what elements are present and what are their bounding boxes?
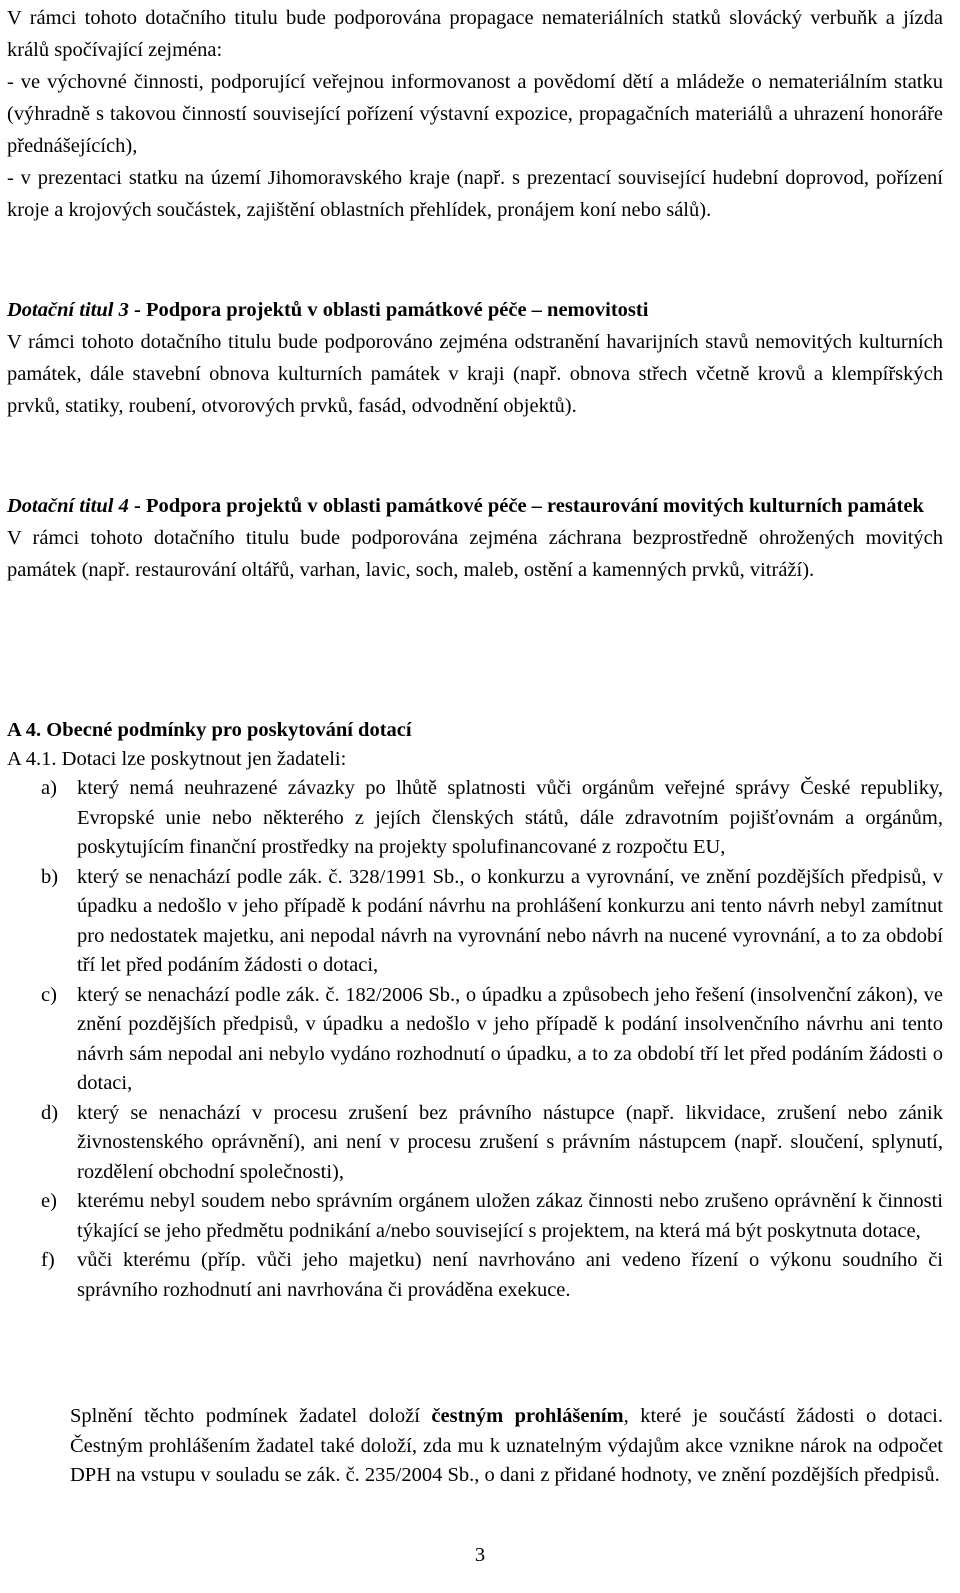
list-item-text: který nemá neuhrazené závazky po lhůtě splatnosti vůči orgánům veřejné správy České republiky, Evropské unie nebo některého z jejích členských států, dále zdravotním pojišťovnám a orgánům, poskytujícím finanční prostředky na projekty spolufinancované z rozpočtu EU, bbox=[77, 777, 943, 858]
list-item-label: b) bbox=[41, 865, 59, 888]
titul3-label: Dotační titul 3 bbox=[7, 299, 129, 321]
list-item bbox=[7, 774, 943, 863]
declaration-text-pre: Splnění těchto podmínek žadatel doloží bbox=[70, 1405, 432, 1427]
declaration-text-post: , které je součástí žádosti o dotaci. Čestným prohlášením žadatel také doloží, zda mu k uznatelným výdajům akce vznikne nárok na odpočet DPH na vstupu v souladu se zák. č. 235/2004 Sb., o dani z přidané hodnoty, ve znění pozdějších předpisů. bbox=[70, 1405, 943, 1486]
titul4-section bbox=[7, 490, 943, 586]
list-item-label: a) bbox=[41, 777, 57, 799]
list-item-text: který se nenachází v procesu zrušení bez právního nástupce (např. likvidace, zrušení nebo zánik živnostenského oprávnění), ani není v procesu zrušení s právním nástupcem (např. sloučení, splynutí, rozdělení obchodní společnosti), bbox=[77, 1101, 943, 1183]
list-item-label: c) bbox=[41, 983, 57, 1006]
list-item bbox=[7, 1187, 943, 1246]
page-number: 3 bbox=[474, 1544, 486, 1566]
titul4-title: - Podpora projektů v oblasti památkové péče – restaurování movitých kulturních památek bbox=[128, 495, 924, 517]
list-item-label: f) bbox=[41, 1249, 55, 1271]
conditions-list bbox=[7, 774, 943, 1305]
list-item-text: který se nenachází podle zák. č. 328/1991 Sb., o konkurzu a vyrovnání, ve znění pozdějších předpisů, v úpadku a nedošlo v jeho případě k podání návrhu na prohlášení konkurzu ani tento návrh nebyl zamítnut pro nedostatek majetku, ani nepodal návrh na vyrovnání nebo návrh na nucené vyrovnání, a to za období tří let před podáním žádosti o dotaci, bbox=[77, 865, 943, 976]
list-item-label: d) bbox=[41, 1101, 59, 1124]
intro-section bbox=[7, 2, 943, 226]
a4-intro: A 4.1. Dotaci lze poskytnout jen žadateli: bbox=[7, 748, 347, 770]
declaration-emphasis: čestným prohlášením bbox=[431, 1405, 624, 1427]
list-item-text: vůči kterému (příp. vůči jeho majetku) není navrhováno ani vedeno řízení o výkonu soudního či správního rozhodnutí ani navrhována či prováděna exekuce. bbox=[77, 1249, 943, 1301]
titul3-body: V rámci tohoto dotačního titulu bude podporováno zejména odstranění havarijních stavů nemovitých kulturních památek, dále stavební obnova kulturních památek v kraji (např. obnova střech včetně krovů a klempířských prvků, statiky, roubení, otvorových prvků, fasád, odvodnění objektů). bbox=[7, 331, 943, 417]
list-item bbox=[7, 1099, 943, 1188]
list-item-text: kterému nebyl soudem nebo správním orgánem uložen zákaz činnosti nebo zrušeno oprávnění k činnosti týkající se jeho předmětu podnikání a/nebo související s projektem, na která má být poskytnuta dotace, bbox=[77, 1190, 943, 1242]
list-item bbox=[7, 863, 943, 981]
declaration-paragraph bbox=[70, 1402, 943, 1491]
titul3-section bbox=[7, 294, 943, 422]
list-item bbox=[7, 981, 943, 1099]
titul3-heading bbox=[7, 294, 943, 326]
titul3-title: - Podpora projektů v oblasti památkové péče – nemovitosti bbox=[128, 299, 649, 321]
a4-heading-block bbox=[7, 716, 943, 774]
intro-bullet-presentation: - v prezentaci statku na území Jihomoravského kraje (např. s prezentací související hudební doprovod, pořízení kroje a krojových součástek, zajištění oblastních přehlídek, pronájem koní nebo sálů). bbox=[7, 167, 943, 221]
list-item bbox=[7, 1246, 943, 1305]
titul4-label: Dotační titul 4 bbox=[7, 495, 129, 517]
list-item-text: který se nenachází podle zák. č. 182/2006 Sb., o úpadku a způsobech jeho řešení (insolvenční zákon), ve znění pozdějších předpisů, v úpadku a nedošlo v jeho případě k podání insolvenčního návrhu ani tento návrh sám nepodal ani nebylo vydáno rozhodnutí o úpadku, a to za období tří let před podáním žádosti o dotaci, bbox=[77, 983, 943, 1094]
titul4-heading bbox=[7, 490, 943, 522]
intro-paragraph: V rámci tohoto dotačního titulu bude podporována propagace nemateriálních statků slovácký verbuňk a jízda králů spočívající zejména: bbox=[7, 7, 943, 61]
a4-heading: A 4. Obecné podmínky pro poskytování dotací bbox=[7, 719, 412, 741]
titul4-body: V rámci tohoto dotačního titulu bude podporována zejména záchrana bezprostředně ohrožených movitých památek (např. restaurování oltářů, varhan, lavic, soch, maleb, ostění a kamenných prvků, vitráží). bbox=[7, 527, 943, 581]
list-item-label: e) bbox=[41, 1190, 57, 1212]
intro-bullet-education: - ve výchovné činnosti, podporující veřejnou informovanost a povědomí dětí a mládeže o nemateriálním statku (výhradně s takovou činností související pořízení výstavní expozice, propagačních materiálů a uhrazení honoráře přednášejících), bbox=[7, 71, 943, 157]
